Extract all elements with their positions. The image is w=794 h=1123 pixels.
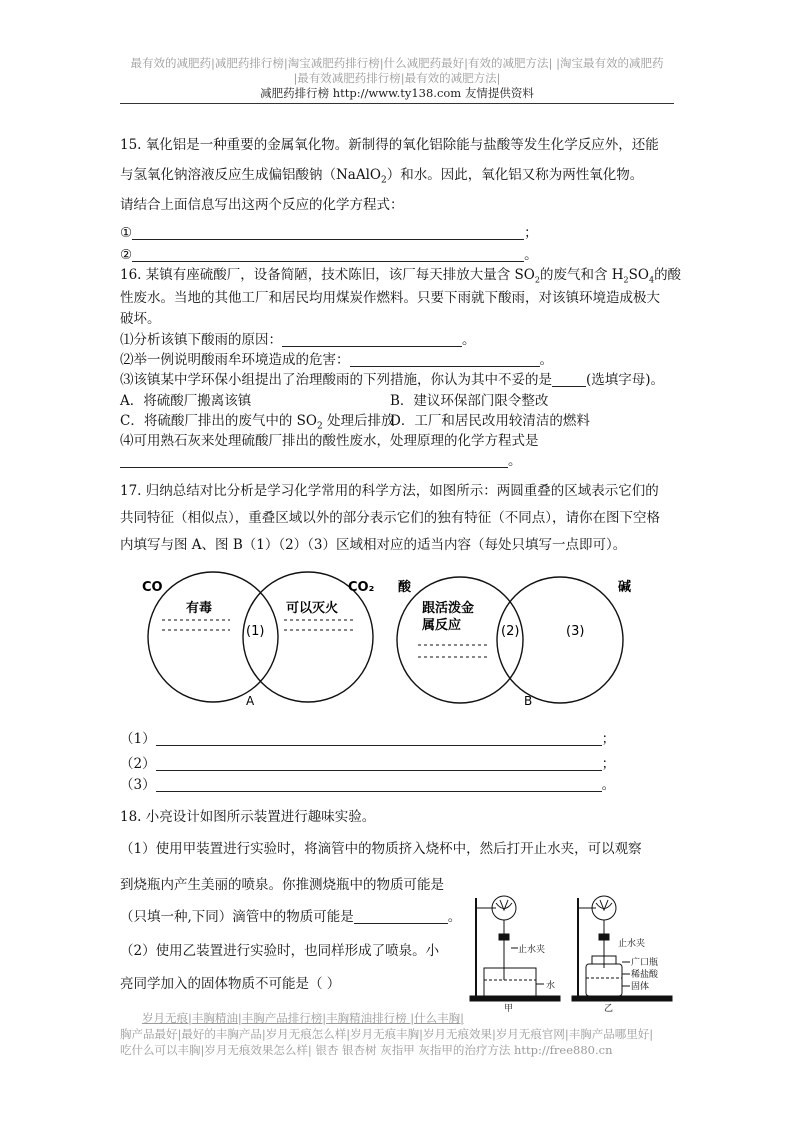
header-links-line2[interactable]: |最有效减肥药排行榜|最有效的减肥方法|: [293, 71, 501, 85]
venn-circle-acid: [397, 577, 523, 703]
caption-jia: 甲: [504, 1004, 514, 1012]
answer-blank[interactable]: [156, 756, 602, 771]
answer-blank[interactable]: [354, 909, 448, 924]
q18-p5: 亮同学加入的固体物质不可能是（ ）: [120, 976, 341, 992]
venn-diagram-a: [142, 572, 374, 708]
answer-blank[interactable]: [120, 453, 508, 468]
header-divider: [120, 103, 674, 104]
label-co2: CO₂: [348, 580, 375, 595]
venn-circle-base: [497, 577, 623, 703]
q15-line1: 15. 氧化铝是一种重要的金属氧化物。新制得的氧化铝除能与盐酸等发生化学反应外，还能: [120, 137, 659, 153]
q15-line2: 与氢氧化钠溶液反应生成偏铝酸钠（NaAlO$_2$）和水。因此，氧化铝又称为两性氧化物。: [120, 167, 644, 186]
answer-blank[interactable]: [350, 352, 540, 367]
header-source[interactable]: 减肥药排行榜 http://www.ty138.com 友情提供资料: [260, 86, 534, 100]
venn-text-active-metal-1: 跟活泼金: [422, 601, 475, 616]
q17-line3: 内填写与图 A、图 B（1）（2）（3）区域相对应的适当内容（每处只填写一点即可）。: [120, 537, 627, 553]
answer-blank[interactable]: [132, 247, 524, 262]
venn-text-toxic: 有毒: [186, 601, 213, 616]
fountain-yi: [596, 900, 612, 910]
label-solid: 固体: [631, 982, 650, 992]
q18-p3: （只填一种,下同）滴管中的物质可能是 。: [120, 909, 462, 925]
q15-answer1: ① ；: [120, 225, 538, 241]
apparatus-figure: [466, 890, 686, 1012]
answer-blank[interactable]: [132, 225, 524, 240]
q17-answer1: （1） ；: [120, 731, 616, 747]
beaker: [484, 968, 536, 996]
fountain-jia: [496, 900, 512, 910]
q16-line2: 性废水。当地的其他工厂和居民均用煤炭作燃料。只要下雨就下酸雨，对该镇环境造成极大: [120, 290, 660, 306]
wide-mouth-bottle: [586, 964, 622, 996]
venn-region-1: (1): [246, 624, 265, 639]
venn-diagram-b: [397, 577, 631, 708]
header-links-line1[interactable]: 最有效的减肥药|减肥药排行榜|淘宝减肥药排行榜|什么减肥药最好|有效的减肥方法| |淘宝最有效的减肥药: [130, 56, 664, 70]
pinch-clamp-yi: [599, 934, 609, 940]
q17-line2: 共同特征（相似点），重叠区域以外的部分表示它们的独有特征（不同点），请你在图下空格: [120, 510, 660, 526]
label-acid: 稀盐酸: [631, 970, 659, 980]
label-acid: 酸: [398, 580, 412, 595]
label-bottle: 广口瓶: [631, 958, 659, 968]
q18-p4: （2）使用乙装置进行实验时，也同样形成了喷泉。小: [120, 943, 440, 959]
q16-option-c: C．将硫酸厂排出的废气中的 $SO_2$ 处理后排放: [120, 413, 395, 432]
label-clamp-jia: 止水夹: [518, 945, 546, 955]
q16-option-d: D．工厂和居民改用较清洁的燃料: [390, 413, 590, 429]
answer-blank[interactable]: [552, 372, 586, 387]
venn-text-active-metal-2: 属反应: [422, 618, 462, 633]
venn-text-fire: 可以灭火: [286, 601, 339, 616]
q16-option-a: A．将硫酸厂搬离该镇: [120, 393, 252, 409]
pinch-clamp-jia: [499, 934, 509, 940]
caption-yi: 乙: [604, 1004, 614, 1012]
q16-sub4-answer: 。: [120, 452, 522, 470]
q16-option-b: B．建议环保部门限令整改: [390, 393, 549, 409]
caption-b: B: [524, 694, 533, 708]
q16-line1: 16. 某镇有座硫酸厂，设备简陋，技术陈旧，该厂每天排放大量含 $SO_2$的废气和含 $H_2SO_4$的酸: [120, 267, 682, 285]
q16-sub3: ⑶该镇某中学环保小组提出了治理酸雨的下列措施，你认为其中不妥的是 (选填字母)。: [120, 372, 665, 388]
q16-line3: 破坏。: [120, 311, 161, 327]
venn-diagram-b-wrap: [390, 565, 690, 730]
q16-sub2: ⑵举一例说明酸雨牟环境造成的危害： 。: [120, 352, 553, 368]
q18-p1: （1）使用甲装置进行实验时，将滴管中的物质挤入烧杯中，然后打开止水夹，可以观察: [120, 841, 642, 857]
footer-links-line2[interactable]: 胸产品最好|最好的丰胸产品|岁月无痕怎么样|岁月无痕丰胸|岁月无痕效果|岁月无痕官网|丰胸产品哪里好|: [120, 1027, 654, 1041]
answer-blank[interactable]: [282, 332, 462, 347]
label-base: 碱: [618, 580, 632, 595]
stand-base: [470, 996, 560, 1001]
label-clamp-yi: 止水夹: [618, 939, 646, 949]
caption-a: A: [246, 694, 255, 708]
label-water: 水: [546, 981, 556, 991]
q16-sub1: ⑴分析该镇下酸雨的原因： 。: [120, 332, 476, 348]
q15-line3: 请结合上面信息写出这两个反应的化学方程式：: [120, 197, 404, 213]
page-footer: [120, 1010, 674, 1058]
q17-answer2: （2） ；: [120, 756, 616, 772]
q18-line1: 18. 小亮设计如图所示装置进行趣味实验。: [120, 809, 376, 825]
footer-links-line3[interactable]: 吃什么可以丰胸|岁月无痕效果怎么样| 银杏 银杏树 灰指甲 灰指甲的治疗方法 http://free880.cn: [120, 1043, 613, 1057]
answer-blank[interactable]: [156, 777, 602, 792]
q17-line1: 17. 归纳总结对比分析是学习化学常用的科学方法，如图所示：两圆重叠的区域表示它们的: [120, 483, 659, 499]
label-co: CO: [142, 580, 163, 595]
q16-sub4: ⑷可用熟石灰来处理硫酸厂排出的酸性废水，处理原理的化学方程式是: [120, 433, 539, 449]
answer-blank[interactable]: [156, 731, 602, 746]
q18-p2: 到烧瓶内产生美丽的喷泉。你推测烧瓶中的物质可能是: [120, 877, 444, 893]
stand-base: [572, 996, 672, 1001]
footer-links-line1[interactable]: 岁月无痕|丰胸精油|丰胸产品排行榜|丰胸精油排行榜 |什么丰胸|: [142, 1011, 465, 1025]
q17-answer3: （3） 。: [120, 777, 616, 793]
q15-answer2: ② 。: [120, 247, 538, 263]
page-header: [110, 56, 684, 101]
venn-region-3: (3): [566, 624, 585, 639]
venn-region-2: (2): [501, 624, 520, 639]
